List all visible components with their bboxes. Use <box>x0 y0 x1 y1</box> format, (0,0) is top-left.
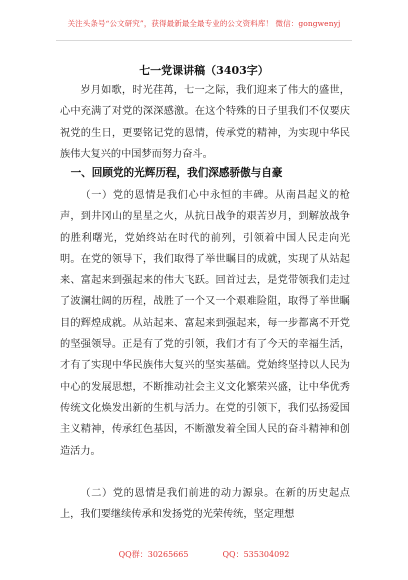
footer-qq: QQ：535304092 <box>222 550 290 559</box>
intro-paragraph: 岁月如歌，时光荏苒，七一之际，我们迎来了伟大的盛世，心中充满了对党的深深感激。在这个特殊的日子里我们不仅要庆祝党的生日，更要铭记党的恩情，传承党的精神，为实现中华民族伟大复兴的中国梦而努力奋斗。 <box>60 85 350 160</box>
footer-contact-note <box>0 549 408 560</box>
body-paragraph-1: （一）党的恩情是我们心中永恒的丰碑。从南昌起义的枪声，到井冈山的星星之火，从抗日战争的艰苦岁月，到解放战争的胜利曙光，党始终站在时代的前列，引领着中国人民走向光明。在党的领导下，我们取得了举世瞩目的成就，实现了从站起来、富起来到强起来的伟大飞跃。回首过去，是党带领我们走过了波澜壮阔的历程，战胜了一个又一个艰难险阻，取得了举世瞩目的辉煌成就。从站起来、富起来到强起来，每一步都离不开党的坚强领导。正是有了党的引领，我们才有了今天的幸福生活，才有了实现中华民族伟大复兴的坚实基础。党始终坚持以人民为中心的发展思想，不断推动社会主义文化繁荣兴盛，让中华优秀传统文化焕发出新的生机与活力。在党的引领下，我们弘扬爱国主义精神，传承红色基因，不断激发着全国人民的奋斗精神和创造活力。 <box>60 190 350 457</box>
header-divider <box>56 40 352 41</box>
body-paragraph-2: （二）党的恩情是我们前进的动力源泉。在新的历史起点上，我们要继续传承和发扬党的光荣传统，坚定理想 <box>60 488 350 521</box>
header-promo-note: 关注头条号“公文研究”，获得最新最全最专业的公文资料库！ 微信：gongwenyj <box>67 19 341 28</box>
document-title: 七一党课讲稿（3403字） <box>139 64 269 77</box>
section-heading: 一、回顾党的光辉历程，我们深感骄傲与自豪 <box>70 167 283 179</box>
footer-qq-group: QQ群：30265665 <box>118 550 189 559</box>
